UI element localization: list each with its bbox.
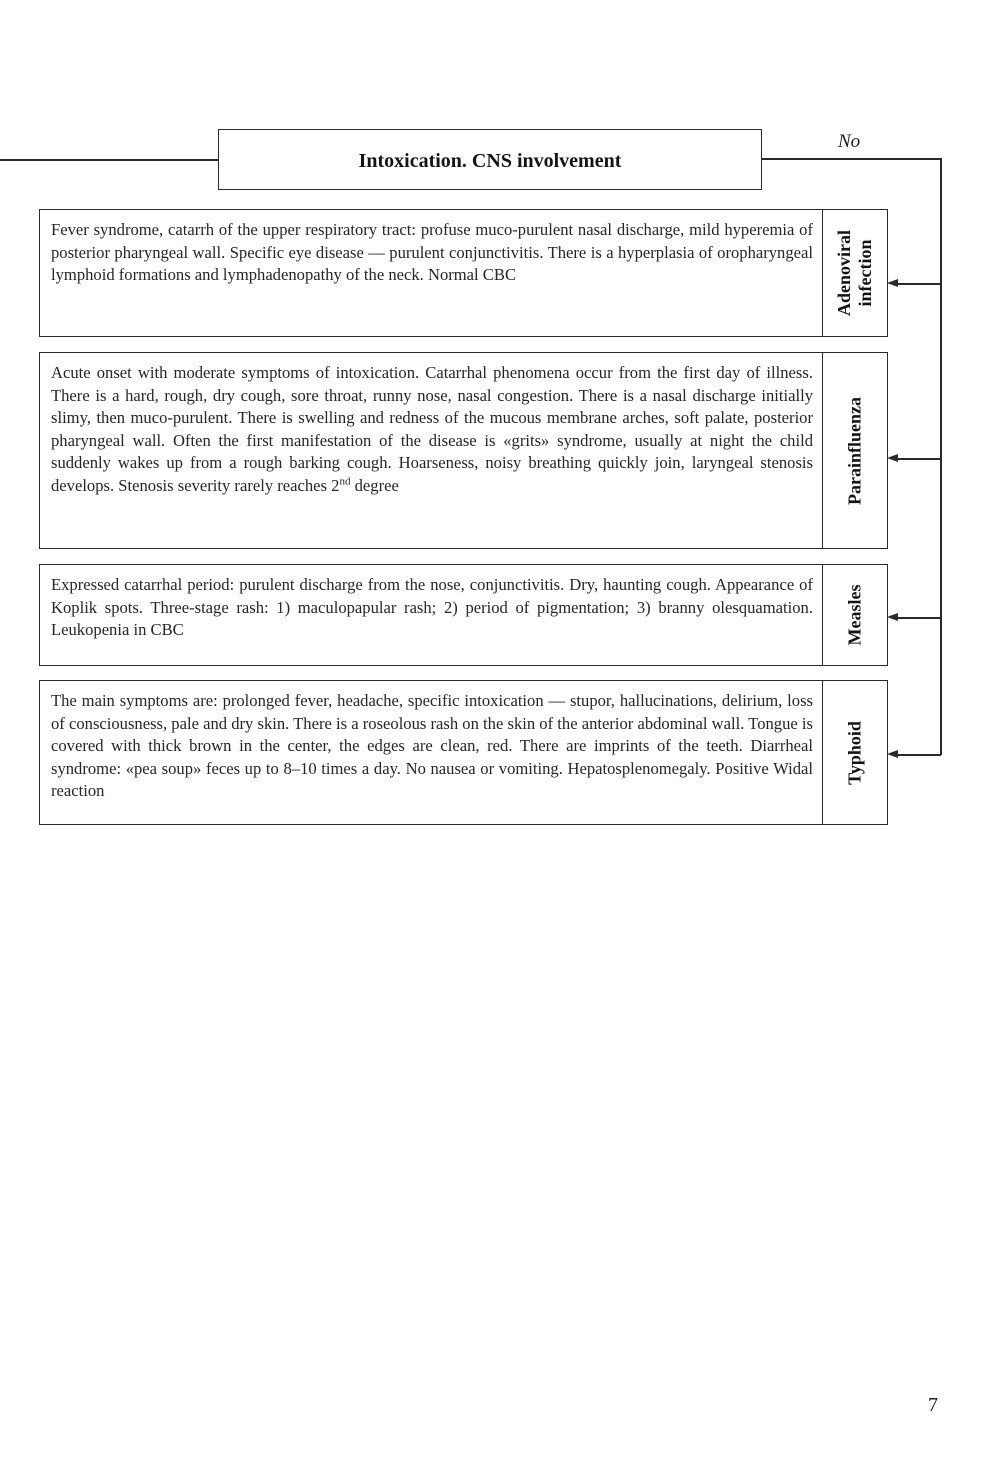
measles-label: Measles xyxy=(844,584,865,646)
header-title: Intoxication. CNS involvement xyxy=(358,149,622,172)
parainfluenza-text: Acute onset with moderate symptoms of intoxication. Catarrhal phenomena occur from the first day of illness. There is a hard, rough, dry cough, sore throat, runny nose, nasal congestion. There is a nasal discharge initially slimy, then muco-purulent. There is swelling and redness of the mucous membrane arches, soft palate, posterior pharyngeal wall. Often the first manifestation of the disease is «grits» syndrome, usually at night the child suddenly wakes up from a rough barking cough. Hoarseness, noisy breathing quickly join, laryngeal stenosis develops. Stenosis severity rarely reaches 2 xyxy=(51,363,813,495)
branch-line-measles xyxy=(896,617,941,619)
left-incoming-line xyxy=(0,159,218,161)
arrow-head-typhoid xyxy=(887,750,898,758)
arrow-head-measles xyxy=(887,613,898,621)
typhoid-label: Typhoid xyxy=(844,720,865,785)
adenoviral-label xyxy=(834,230,876,316)
measles-description: Expressed catarrhal period: purulent discharge from the nose, conjunctivitis. Dry, haunting cough. Appearance of Koplik spots. Three-stage rash: 1) maculopapular rash; 2) period of pigmentation; 3) branny olesquamation. Leukopenia in CBC xyxy=(40,565,823,665)
diagnosis-card-typhoid xyxy=(39,680,888,825)
right-vertical-trunk xyxy=(940,158,942,755)
branch-line-typhoid xyxy=(896,754,941,756)
adenoviral-label-cell xyxy=(823,210,887,336)
page-number: 7 xyxy=(928,1394,938,1416)
parainfluenza-sup: nd xyxy=(339,475,351,488)
diagnosis-card-parainfluenza xyxy=(39,352,888,549)
parainfluenza-label-cell xyxy=(823,353,887,548)
no-branch-label: No xyxy=(838,131,861,152)
right-outgoing-line xyxy=(762,158,941,160)
branch-line-adenoviral xyxy=(896,283,941,285)
typhoid-label-cell xyxy=(823,681,887,824)
diagnosis-card-adenoviral xyxy=(39,209,888,337)
diagnosis-card-measles xyxy=(39,564,888,666)
branch-line-parainfluenza xyxy=(896,458,941,460)
typhoid-description: The main symptoms are: prolonged fever, headache, specific intoxication — stupor, hallucinations, delirium, loss of consciousness, pale and dry skin. There is a roseolous rash on the skin of the anterior abdominal wall. Tongue is covered with thick brown in the center, the edges are clean, red. There are imprints of the teeth. Diarrheal syndrome: «pea soup» feces up to 8–10 times a day. No nausea or vomiting. Hepatosplenomegaly. Positive Widal reaction xyxy=(40,681,823,824)
intoxication-header-box xyxy=(218,129,762,190)
arrow-head-adenoviral xyxy=(887,279,898,287)
adenoviral-label-line2: infection xyxy=(855,239,875,307)
parainfluenza-label: Parainfluenza xyxy=(844,396,865,505)
adenoviral-label-line1: Adenoviral xyxy=(834,229,854,317)
measles-label-cell xyxy=(823,565,887,665)
adenoviral-description: Fever syndrome, catarrh of the upper respiratory tract: profuse muco-purulent nasal discharge, mild hyperemia of posterior pharyngeal wall. Specific eye disease — purulent conjunctivitis. There is a hyperplasia of oropharyngeal lymphoid formations and lymphadenopathy of the neck. Normal CBC xyxy=(40,210,823,336)
parainfluenza-description xyxy=(40,353,823,548)
parainfluenza-text-end: degree xyxy=(350,475,399,495)
arrow-head-parainfluenza xyxy=(887,454,898,462)
